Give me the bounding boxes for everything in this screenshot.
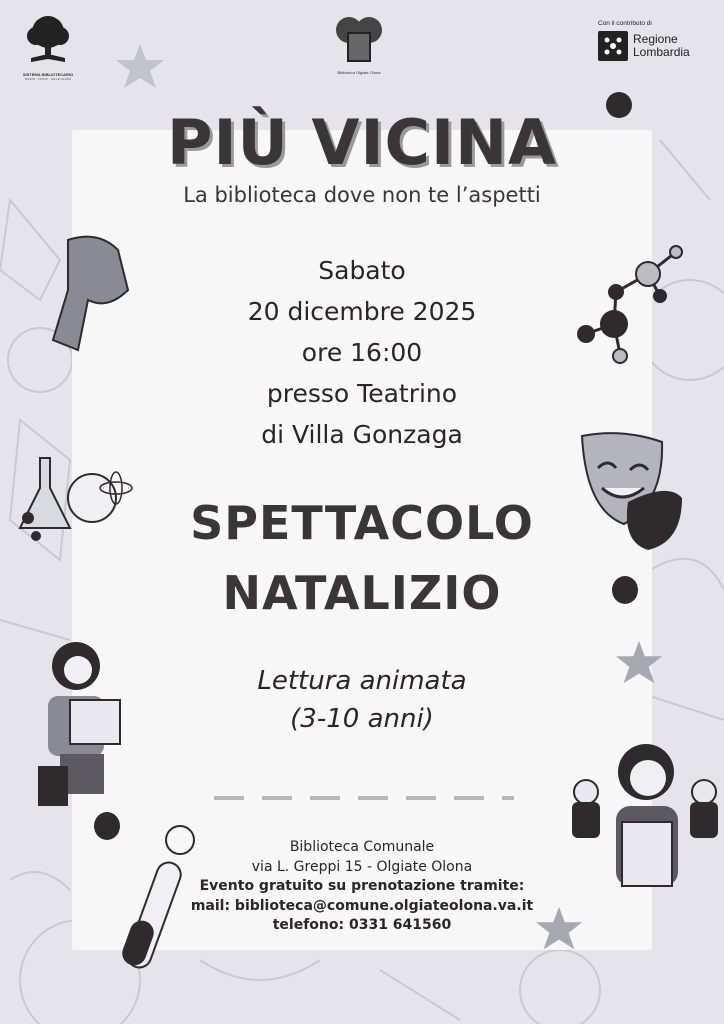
event-activity [0, 662, 724, 738]
contact-phone: telefono: 0331 641560 [272, 917, 452, 933]
library-name: Biblioteca Comunale [289, 839, 435, 855]
logo-center-caption: Biblioteca Olgiate Olona [337, 70, 381, 75]
event-date: 20 dicembre 2025 [247, 297, 477, 326]
event-details [0, 250, 724, 455]
event-place-line-2: di Villa Gonzaga [261, 420, 463, 449]
activity-age: (3-10 anni) [290, 704, 434, 734]
star-icon [112, 42, 168, 92]
tree-logo-icon [23, 14, 73, 66]
sistema-bibliotecario-logo [18, 14, 78, 94]
regione-name-2: Lombardia [633, 45, 690, 59]
regione-lombardia-logo [598, 20, 708, 70]
event-time: ore 16:00 [301, 338, 423, 367]
event-title-line-1: SPETTACOLO [190, 496, 534, 550]
activity-label: Lettura animata [257, 666, 467, 696]
logo-org-sub: BUSTO - TICINO - VALLE OLONA [24, 77, 72, 81]
contact-info [0, 838, 724, 936]
regione-lombardia-logo-icon [598, 31, 628, 61]
book-logo-icon [331, 16, 387, 66]
event-title-line-2: NATALIZIO [222, 566, 502, 620]
page-title: PIÙ VICINA [167, 106, 557, 179]
logo-org-name: SISTEMA BIBLIOTECARIO [22, 72, 74, 77]
regione-name-1: Regione [633, 32, 678, 46]
booking-info: Evento gratuito su prenotazione tramite: [199, 878, 525, 894]
contact-email: mail: biblioteca@comune.olgiateolona.va.it [190, 897, 534, 914]
page-subtitle: La biblioteca dove non te l’aspetti [183, 183, 541, 207]
dashed-divider [214, 796, 514, 800]
event-place-line-1: presso Teatrino [266, 379, 458, 408]
event-day: Sabato [318, 256, 406, 285]
event-title [0, 488, 724, 628]
library-address: via L. Greppi 15 - Olgiate Olona [251, 858, 473, 875]
biblioteca-olgiate-logo [330, 16, 388, 76]
contrib-label: Con il contributo di [598, 20, 652, 27]
